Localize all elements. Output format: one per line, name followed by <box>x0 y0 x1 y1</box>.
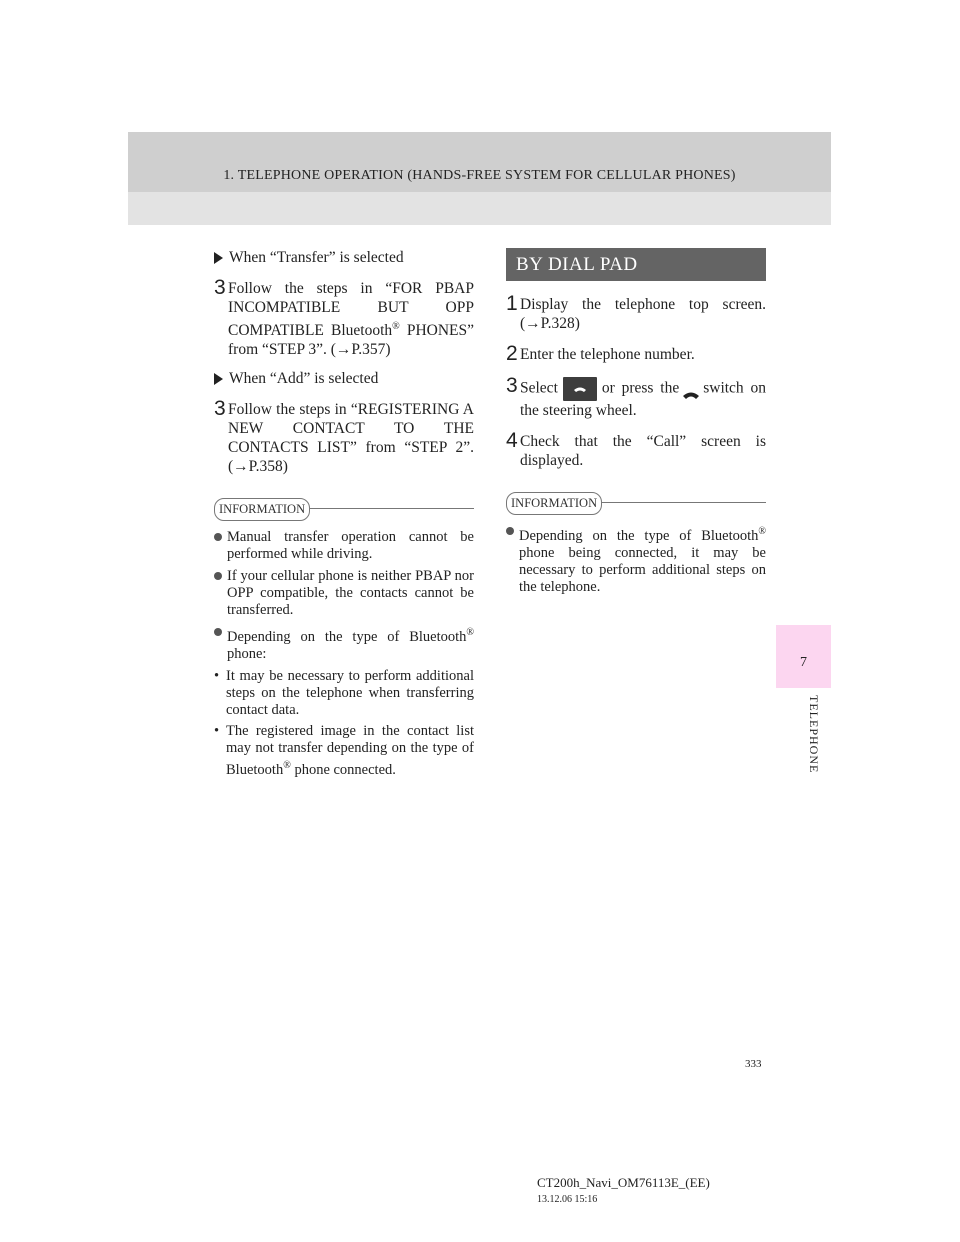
sub-bullet-mark: • <box>214 667 220 684</box>
registered-mark: ® <box>758 526 766 537</box>
text-part: Select <box>520 379 558 397</box>
sub-bullet-mark: • <box>214 722 220 739</box>
step-number: 1 <box>506 292 518 315</box>
information-label: INFORMATION <box>214 498 310 521</box>
chapter-tab-label: TELEPHONE <box>807 695 821 774</box>
step-item <box>506 430 766 470</box>
when-transfer-heading <box>214 248 474 267</box>
text-part: Depending on the type of Bluetooth <box>227 628 467 645</box>
text-part: phone being connected, it may be necessary to perform additional steps on the telephone. <box>519 544 766 595</box>
step-item <box>506 343 766 365</box>
chapter-title: 1. TELEPHONE OPERATION (HANDS-FREE SYSTEM FOR CELLULAR PHONES) <box>223 168 736 183</box>
step-number: 4 <box>506 429 518 452</box>
information-items <box>214 529 474 779</box>
step-number: 3 <box>506 374 518 397</box>
header-band <box>128 132 831 225</box>
info-subitem <box>214 723 474 779</box>
text-part: The registered image in the contact list may not transfer depending on the type of Bluetooth <box>226 722 474 778</box>
step-text <box>228 277 474 359</box>
when-add-text: When “Add” is selected <box>229 370 379 388</box>
step-text: Display the telephone top screen. (→P.328) <box>520 296 766 332</box>
info-bullet-text: Manual transfer operation cannot be performed while driving. <box>227 529 474 563</box>
triangle-bullet-icon <box>214 252 223 264</box>
step-item <box>214 398 474 476</box>
info-bullet-text <box>227 624 474 663</box>
when-transfer-text: When “Transfer” is selected <box>229 249 404 266</box>
when-add-heading <box>214 369 474 388</box>
bullet-dot-icon <box>214 533 222 541</box>
registered-mark: ® <box>392 321 400 332</box>
bullet-dot-icon <box>506 527 514 535</box>
info-bullet-text: If your cellular phone is neither PBAP nor OPP compatible, the contacts cannot be transferred. <box>227 568 474 619</box>
phone-switch-icon <box>683 385 699 393</box>
right-column <box>506 248 766 601</box>
info-subitem-text: It may be necessary to perform additional steps on the telephone when transferring contact data. <box>226 667 474 718</box>
text-part: phone connected. <box>290 761 396 778</box>
step-item <box>506 375 766 420</box>
info-subitem <box>214 668 474 719</box>
step-text <box>520 375 766 420</box>
info-bullet <box>214 568 474 619</box>
step-number: 3 <box>214 397 226 421</box>
step-number: 2 <box>506 342 518 365</box>
page-number: 333 <box>745 1058 762 1070</box>
info-bullet <box>214 624 474 663</box>
text-part: switch on the steering wheel. <box>520 379 767 419</box>
info-bullet-text <box>519 523 766 596</box>
step-number: 3 <box>214 276 226 299</box>
step-text: Enter the telephone number. <box>520 346 695 363</box>
text-part: phone: <box>227 645 267 662</box>
registered-mark: ® <box>466 627 474 639</box>
footer-timestamp: 13.12.06 15:16 <box>537 1194 598 1205</box>
information-label: INFORMATION <box>506 492 602 515</box>
bullet-dot-icon <box>214 628 222 636</box>
left-column <box>214 248 474 783</box>
step-text: Follow the steps in “REGISTERING A NEW CONTACT TO THE CONTACTS LIST” from “STEP 2”. (→P.358) <box>228 401 474 476</box>
information-box <box>506 492 766 596</box>
step-text-part: Follow the steps in “FOR PBAP INCOMPATIBLE BUT OPP COMPATIBLE Bluetooth <box>228 280 474 340</box>
step-text-part: PHONES” from “STEP 3”. (→P.357) <box>228 322 474 359</box>
step-text: Check that the “Call” screen is displayed. <box>520 433 766 469</box>
information-box <box>214 498 474 779</box>
info-bullet <box>214 529 474 563</box>
footer-document-code: CT200h_Navi_OM76113E_(EE) <box>537 1175 710 1190</box>
bullet-dot-icon <box>214 572 222 580</box>
text-part: or press the <box>601 379 680 397</box>
phone-screen-button-icon <box>563 377 597 401</box>
info-subitem-text <box>226 723 474 779</box>
information-items <box>506 523 766 596</box>
step-item <box>214 277 474 359</box>
text-part: Depending on the type of Bluetooth <box>519 527 759 544</box>
section-heading: BY DIAL PAD <box>506 248 766 281</box>
step-item <box>506 293 766 333</box>
info-bullet <box>506 523 766 596</box>
chapter-tab-number: 7 <box>800 655 807 670</box>
triangle-bullet-icon <box>214 373 223 385</box>
registered-mark: ® <box>283 759 291 771</box>
